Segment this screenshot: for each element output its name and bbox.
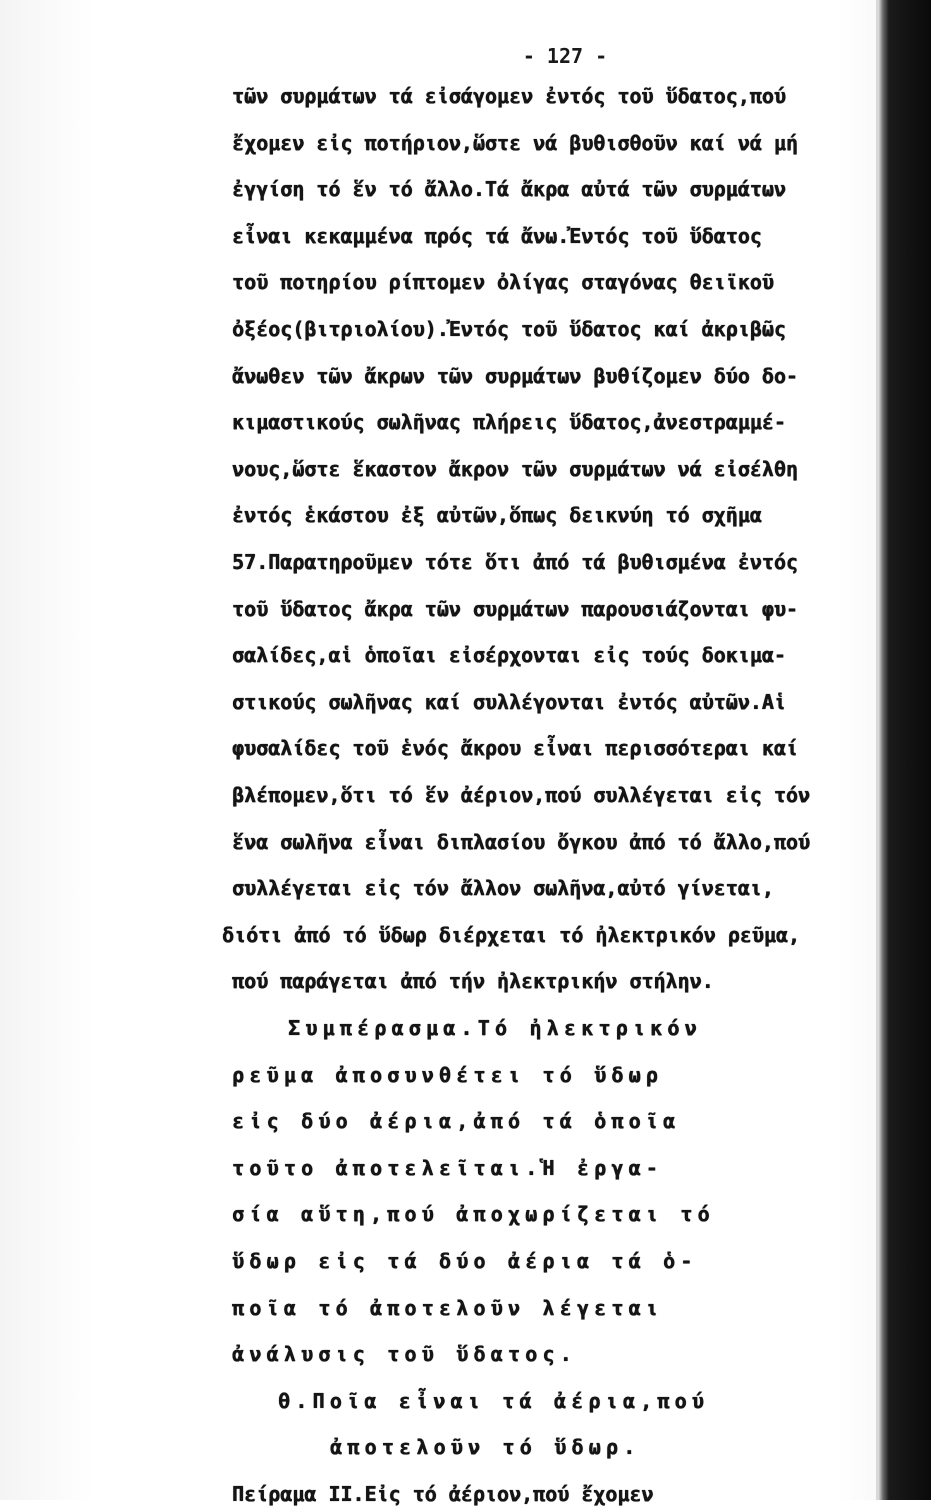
text-line: ἀνάλυσις τοῦ ὕδατος.: [232, 1342, 577, 1367]
conclusion-heading-line: Συμπέρασμα.Τό ἠλεκτρικόν: [288, 1016, 702, 1040]
text-line: τοῦτο ἀποτελεῖται.Ἡ ἐργα-: [232, 1155, 664, 1180]
text-line: ὕδωρ εἰς τά δύο ἀέρια τά ὁ-: [232, 1249, 698, 1273]
text-line: ἕνα σωλῆνα εἶναι διπλασίου ὄγκου ἀπό τό ἄλλο,πού: [232, 829, 810, 854]
question-heading-line: ἀποτελοῦν τό ὕδωρ.: [330, 1435, 641, 1460]
text-line: κιμαστικούς σωλῆνας πλήρεις ὕδατος,ἀνεστραμμέ-: [232, 410, 786, 435]
page-number: - 127 -: [522, 44, 608, 68]
text-line: σία αὕτη,πού ἀποχωρίζεται τό: [232, 1202, 715, 1227]
text-line: ποῖα τό ἀποτελοῦν λέγεται: [232, 1295, 664, 1320]
text-line: πού παράγεται ἀπό τήν ἠλεκτρικήν στήλην.: [232, 969, 714, 994]
text-line: εἶναι κεκαμμένα πρός τά ἄνω.Ἐντός τοῦ ὕδατος: [232, 223, 762, 248]
text-line: ἐντός ἑκάστου ἐξ αὐτῶν,ὅπως δεικνύη τό σχῆμα: [232, 503, 762, 528]
text-line: βλέπομεν,ὅτι τό ἕν ἀέριον,πού συλλέγεται εἰς τόν: [232, 783, 810, 807]
text-line: νους,ὥστε ἕκαστον ἄκρον τῶν συρμάτων νά εἰσέλθη: [232, 456, 798, 481]
text-line: στικούς σωλῆνας καί συλλέγονται ἐντός αὐτῶν.Αἱ: [232, 689, 786, 714]
experiment-line: Πείραμα ΙΙ.Εἰς τό ἀέριον,πού ἔχομεν: [232, 1482, 654, 1506]
text-line: εἰς δύο ἀέρια,ἀπό τά ὁποῖα: [232, 1109, 681, 1134]
text-line: συλλέγεται εἰς τόν ἄλλον σωλῆνα,αὐτό γίνεται,: [232, 876, 774, 901]
text-line: φυσαλίδες τοῦ ἑνός ἄκρου εἶναι περισσότεραι καί: [232, 736, 798, 761]
text-line: σαλίδες,αἱ ὁποῖαι εἰσέρχονται εἰς τούς δοκιμα-: [232, 643, 786, 668]
text-line: 57.Παρατηροῦμεν τότε ὅτι ἀπό τά βυθισμένα ἐντός: [232, 550, 798, 574]
text-line: ρεῦμα ἀποσυνθέτει τό ὕδωρ: [232, 1062, 664, 1087]
text-line: ἐγγίση τό ἕν τό ἄλλο.Τά ἄκρα αὐτά τῶν συρμάτων: [232, 177, 786, 202]
text-line: τῶν συρμάτων τά εἰσάγομεν ἐντός τοῦ ὕδατος,πού: [232, 84, 786, 108]
text-line: τοῦ ὕδατος ἄκρα τῶν συρμάτων παρουσιάζονται φυ-: [232, 596, 798, 621]
binding-edge: [879, 0, 931, 1500]
text-line: ἔχομεν εἰς ποτήριον,ὥστε νά βυθισθοῦν καί νά μή: [232, 130, 798, 155]
text-line: διότι ἀπό τό ὕδωρ διέρχεται τό ἠλεκτρικόν ρεῦμα,: [222, 922, 800, 947]
text-line: τοῦ ποτηρίου ρίπτομεν ὀλίγας σταγόνας θειϊκοῦ: [232, 270, 774, 295]
text-line: ὀξέος(βιτριολίου).Ἐντός τοῦ ὕδατος καί ἀκριβῶς: [232, 317, 786, 341]
question-heading-line: θ.Ποῖα εἶναι τά ἀέρια,πού: [278, 1388, 710, 1413]
text-line: ἄνωθεν τῶν ἄκρων τῶν συρμάτων βυθίζομεν δύο δο-: [232, 363, 798, 388]
